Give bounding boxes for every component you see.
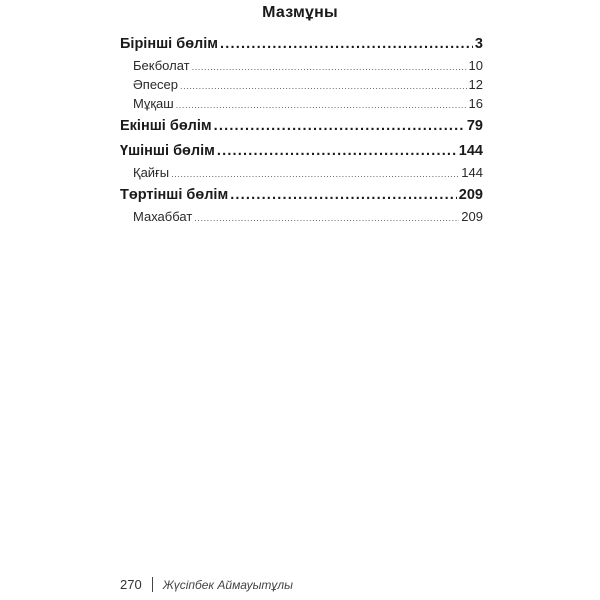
dot-leader (214, 115, 465, 138)
toc-entry-label: Қайғы (133, 165, 170, 180)
toc-entry-page: 209 (461, 209, 483, 224)
dot-leader (220, 33, 473, 56)
footer-page-number: 270 (120, 577, 142, 592)
toc-entry-part-3[interactable] (120, 140, 483, 163)
footer-divider (152, 577, 153, 592)
toc-entry-part-2[interactable] (120, 115, 483, 138)
toc-entry-part-1[interactable] (120, 33, 483, 56)
toc-entry-page: 209 (458, 187, 483, 203)
toc-entry-page: 3 (474, 36, 483, 52)
toc-entry-label: Бірінші бөлім (120, 36, 219, 52)
toc-entry-label: Екінші бөлім (120, 118, 212, 134)
toc-entry-kaygy[interactable] (120, 163, 483, 182)
toc-entry-label: Үшінші бөлім (120, 143, 215, 159)
toc-entry-apeser[interactable] (120, 75, 483, 94)
toc-entry-page: 10 (468, 58, 483, 73)
toc-entry-makhabbat[interactable] (120, 207, 483, 226)
toc-entry-page: 16 (468, 96, 483, 111)
toc-entry-label: Махаббат (133, 209, 193, 224)
toc-entry-label: Бекболат (133, 58, 190, 73)
table-of-contents (120, 33, 483, 226)
toc-entry-mukash[interactable] (120, 94, 483, 113)
dot-leader (180, 75, 467, 96)
toc-entry-label: Төртінші бөлім (120, 187, 229, 203)
footer-author: Жүсіпбек Аймауытұлы (162, 577, 294, 592)
toc-entry-page: 79 (466, 118, 483, 134)
dot-leader (194, 207, 459, 228)
toc-entry-page: 12 (468, 77, 483, 92)
dot-leader (230, 184, 457, 207)
dot-leader (217, 140, 457, 163)
toc-entry-label: Әпесер (133, 77, 179, 92)
dot-leader (192, 56, 467, 77)
toc-entry-bekbolat[interactable] (120, 56, 483, 75)
page-footer (120, 577, 293, 592)
dot-leader (171, 163, 459, 184)
page-title: Мазмұны (262, 4, 338, 21)
toc-entry-label: Мұқаш (133, 96, 174, 111)
toc-entry-page: 144 (461, 165, 483, 180)
dot-leader (176, 94, 467, 115)
toc-entry-page: 144 (458, 143, 483, 159)
toc-entry-part-4[interactable] (120, 184, 483, 207)
